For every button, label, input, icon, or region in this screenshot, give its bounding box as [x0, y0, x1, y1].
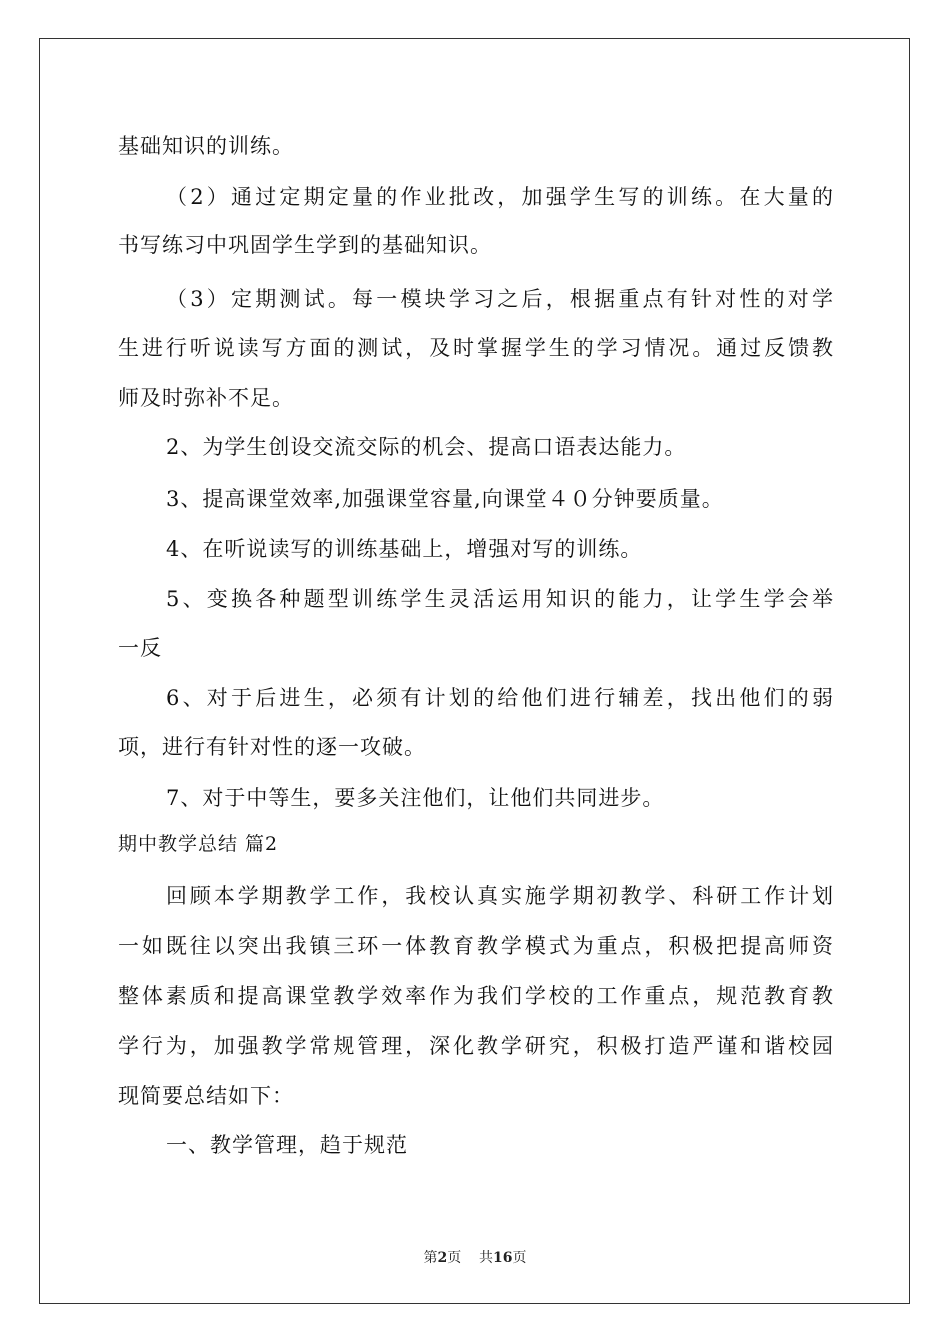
paragraph-line: 一反: [118, 636, 162, 660]
paragraph-line: 2、为学生创设交流交际的机会、提高口语表达能力。: [166, 435, 687, 459]
paragraph-line: 学行为，加强教学常规管理，深化教学研究，积极打造严谨和谐校园: [118, 1034, 834, 1058]
paragraph-line: 7、对于中等生，要多关注他们，让他们共同进步。: [166, 786, 665, 810]
page-number: 2: [437, 1250, 448, 1266]
page-footer: [0, 1247, 950, 1267]
paragraph-line: 书写练习中巩固学生学到的基础知识。: [118, 233, 492, 257]
subsection-heading: 一、教学管理，趋于规范: [166, 1133, 408, 1157]
page-prefix: 第: [423, 1250, 438, 1266]
paragraph-line: 现简要总结如下：: [118, 1084, 294, 1108]
total-suffix: 页: [512, 1250, 527, 1266]
paragraph-line: 一如既往以突出我镇三环一体教育教学模式为重点，积极把提高师资: [118, 934, 834, 958]
paragraph-line: 回顾本学期教学工作，我校认真实施学期初教学、科研工作计划: [166, 884, 834, 908]
section-heading: 期中教学总结 篇2: [118, 833, 279, 855]
paragraph-line: 5、变换各种题型训练学生灵活运用知识的能力，让学生学会举: [166, 587, 834, 611]
paragraph-line: 基础知识的训练。: [118, 134, 294, 158]
paragraph-line: （2）通过定期定量的作业批改，加强学生写的训练。在大量的: [166, 185, 834, 209]
page-suffix: 页: [447, 1250, 462, 1266]
paragraph-line: （3）定期测试。每一模块学习之后，根据重点有针对性的对学: [166, 287, 834, 311]
total-prefix: 共: [479, 1250, 494, 1266]
paragraph-line: 生进行听说读写方面的测试，及时掌握学生的学习情况。通过反馈教: [118, 336, 834, 360]
paragraph-line: 整体素质和提高课堂教学效率作为我们学校的工作重点，规范教育教: [118, 984, 834, 1008]
paragraph-line: 师及时弥补不足。: [118, 386, 294, 410]
total-pages: 16: [493, 1250, 513, 1266]
paragraph-line: 项，进行有针对性的逐一攻破。: [118, 735, 426, 759]
paragraph-line: 4、在听说读写的训练基础上，增强对写的训练。: [166, 537, 643, 561]
paragraph-line: 3、提高课堂效率,加强课堂容量,向课堂４０分钟要质量。: [166, 487, 724, 511]
paragraph-line: 6、对于后进生，必须有计划的给他们进行辅差，找出他们的弱: [166, 686, 834, 710]
